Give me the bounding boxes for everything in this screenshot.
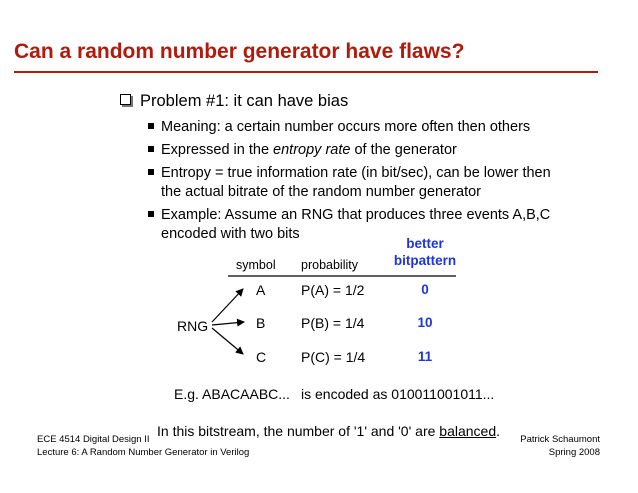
pattern-a: 0	[421, 282, 429, 297]
lecture-name: Lecture 6: A Random Number Generator in Verilog	[37, 447, 250, 458]
problem-text: Problem #1: it can have bias	[140, 92, 349, 110]
bullet-text: Entropy = true information rate (in bit/sec), can be lower then the actual bitrate of the random number generator	[161, 165, 551, 200]
footer-left	[37, 433, 249, 459]
pattern-b: 10	[417, 315, 433, 330]
author-name: Patrick Schaumont	[520, 434, 600, 445]
arrow-to-c	[212, 328, 243, 354]
probability-c: P(C) = 1/4	[301, 349, 366, 365]
balanced-word: balanced	[439, 423, 497, 439]
probability-b: P(B) = 1/4	[301, 315, 365, 331]
bullet-text: Meaning: a certain number occurs more often then others	[161, 119, 531, 135]
arrow-to-a	[212, 289, 243, 322]
pattern-c: 11	[417, 349, 433, 364]
example-encoding-suffix: is encoded as 010011001011...	[301, 386, 495, 402]
symbol-b: B	[256, 315, 266, 331]
bullet-text: Expressed in the entropy rate of the generator	[161, 142, 457, 158]
symbol-c: C	[256, 349, 267, 365]
header-symbol: symbol	[236, 258, 276, 272]
bullet-text: Example: Assume an RNG that produces three events A,B,C encoded with two bits	[161, 207, 551, 242]
probability-a: P(A) = 1/2	[301, 282, 365, 298]
example-encoding-prefix: E.g. ABACAABC...	[174, 386, 290, 402]
semester: Spring 2008	[548, 447, 600, 458]
course-name: ECE 4514 Digital Design II	[37, 434, 150, 445]
header-probability: probability	[301, 258, 358, 272]
entropy-rate-emphasis: entropy rate	[273, 142, 351, 158]
arrow-to-b	[212, 322, 244, 325]
footer-right	[500, 433, 600, 459]
slide-title: Can a random number generator have flaws?	[14, 40, 465, 63]
rng-label: RNG	[177, 318, 209, 334]
header-better-bitpattern: better bitpattern	[393, 236, 457, 268]
symbol-a: A	[256, 282, 266, 298]
balanced-note: In this bitstream, the number of '1' and '0' are balanced.	[157, 423, 501, 439]
